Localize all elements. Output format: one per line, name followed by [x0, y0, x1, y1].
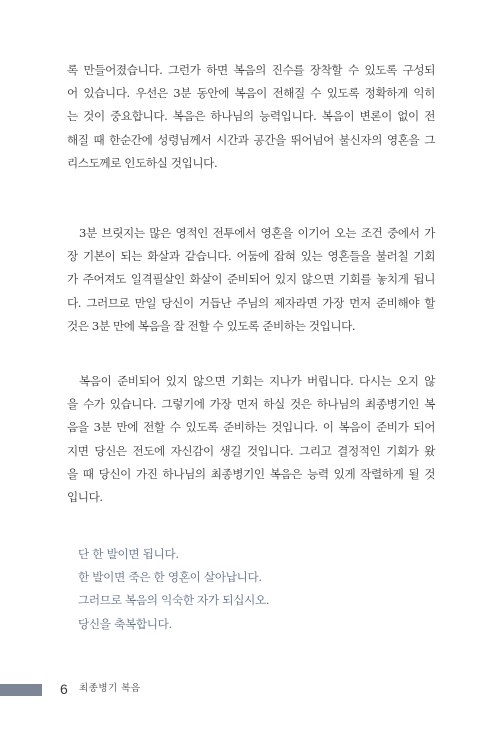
verse-line: 단 한 발이면 됩니다. — [78, 547, 179, 561]
body-paragraph-3 — [67, 370, 435, 509]
text-line: 복음이 준비되어 있지 않으면 기회는 지나가 버립니다. 다시는 오지 않 — [79, 374, 435, 388]
text-line: 입니다. — [67, 489, 103, 504]
text-line: 다. 그러므로 만일 당신이 거듭난 주님의 제자라면 가장 먼저 준비해야 할 — [67, 295, 435, 310]
verse-line: 당신을 축복합니다. — [78, 616, 172, 631]
page-number: 6 — [60, 681, 68, 697]
text-line: 는 것이 중요합니다. 복음은 하나님의 능력입니다. 복음이 변론이 없이 전 — [67, 109, 435, 124]
text-line: 을 수가 있습니다. 그렇기에 가장 먼저 하실 것은 하나님의 최종병기인 복 — [67, 397, 435, 412]
text-line: 것은 3분 만에 복음을 잘 전할 수 있도록 준비하는 것입니다. — [67, 318, 356, 333]
footer-accent-bar — [0, 684, 42, 696]
text-line: 해질 때 한순간에 성령님께서 시간과 공간을 뛰어넘어 불신자의 영혼을 그 — [67, 132, 435, 147]
text-line: 지면 당신은 전도에 자신감이 생길 것입니다. 그리고 결정적인 기회가 왔 — [67, 443, 435, 458]
body-paragraph-1 — [67, 59, 435, 175]
verse-line: 한 발이면 죽은 한 영혼이 살아납니다. — [78, 570, 262, 585]
emphasis-verse — [78, 543, 269, 636]
body-paragraph-2 — [67, 222, 435, 338]
text-line: 록 만들어졌습니다. 그런가 하면 복음의 진수를 장착할 수 있도록 구성되 — [67, 63, 435, 77]
running-title: 최종병기 복음 — [79, 683, 141, 694]
text-line: 을 때 당신이 가진 하나님의 최종병기인 복음은 능력 있게 작렬하게 될 것 — [67, 466, 435, 481]
text-line: 장 기본이 되는 화살과 같습니다. 어둠에 잡혀 있는 영혼들을 불러칠 기회 — [67, 249, 435, 264]
text-line: 리스도께로 인도하실 것입니다. — [67, 155, 218, 170]
text-line: 음을 3분 만에 전할 수 있도록 준비하는 것입니다. 이 복음이 준비가 되어 — [67, 420, 435, 435]
text-line: 가 주어져도 일격필살인 화살이 준비되어 있지 않으면 기회를 놓치게 됩니 — [67, 272, 435, 287]
text-line: 3분 브릿지는 많은 영적인 전투에서 영혼을 이기어 오는 조건 중에서 가 — [79, 226, 435, 240]
text-line: 어 있습니다. 우선은 3분 동안에 복음이 전해질 수 있도록 정확하게 익히 — [67, 86, 435, 101]
verse-line: 그러므로 복음의 익숙한 자가 되십시오. — [78, 593, 270, 608]
